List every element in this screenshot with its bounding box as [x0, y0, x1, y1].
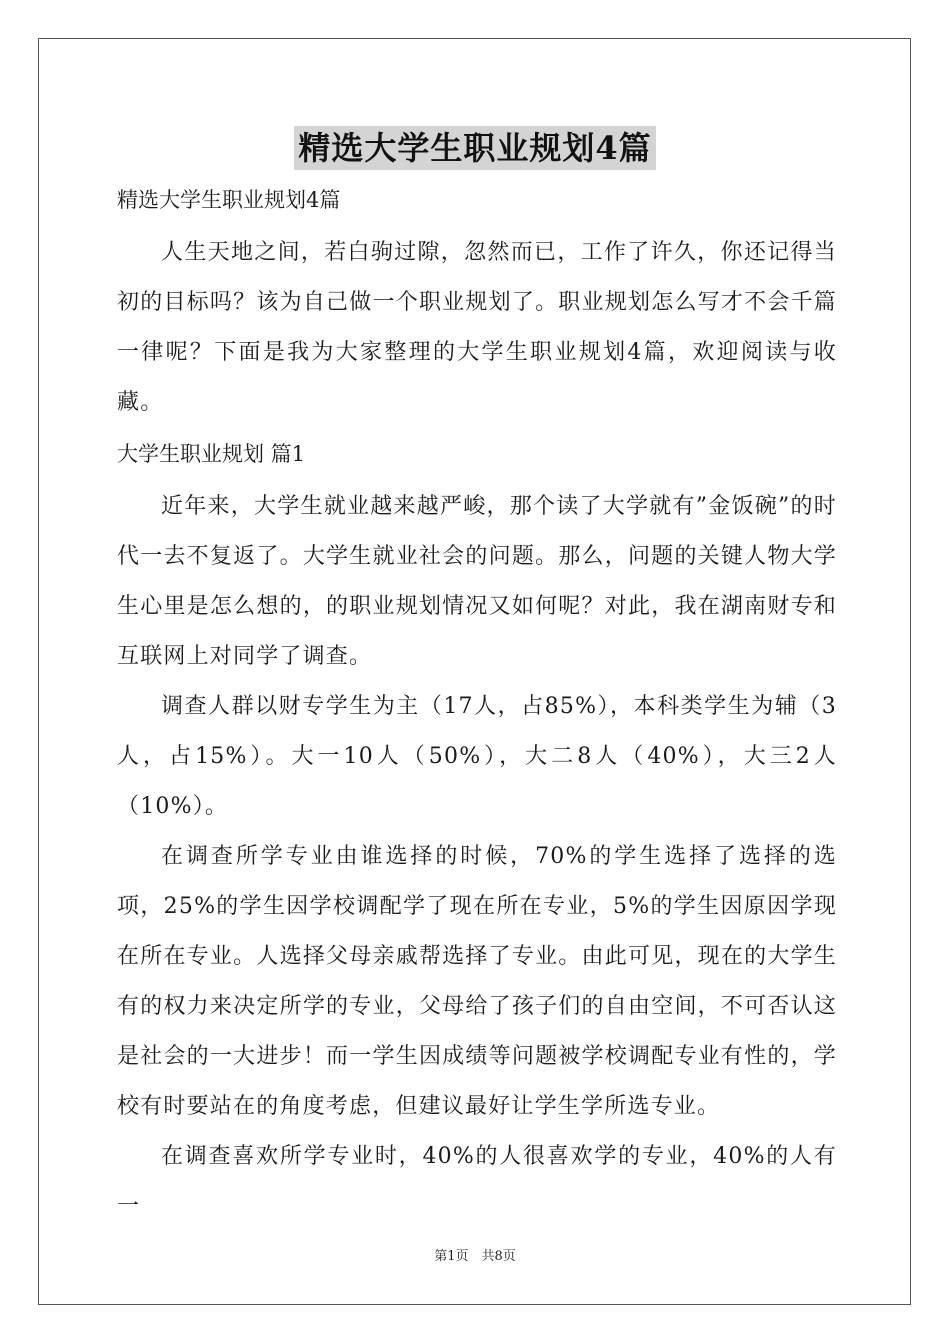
body-paragraph: 在调查喜欢所学专业时，40%的人很喜欢学的专业，40%的人有一 [117, 1144, 837, 1219]
intro-paragraph: 人生天地之间，若白驹过隙，忽然而已，工作了许久，你还记得当初的目标吗？该为自己做一个职业规划了。职业规划怎么写才不会千篇一律呢？下面是我为大家整理的大学生职业规划4篇，欢迎阅读与收藏。 [117, 240, 837, 415]
document-title [0, 126, 950, 170]
section-heading: 大学生职业规划 篇1 [117, 442, 306, 466]
body-paragraph: 近年来，大学生就业越来越严峻，那个读了大学就有”金饭碗”的时代一去不复返了。大学生就业社会的问题。那么，问题的关键人物大学生心里是怎么想的，的职业规划情况又如何呢？对此，我在湖南财专和互联网上对同学了调查。 [117, 494, 837, 669]
document-title-text: 精选大学生职业规划4篇 [294, 126, 655, 170]
page-number-footer: 第1页 共8页 [434, 1249, 516, 1264]
document-body [117, 180, 837, 1232]
document-subtitle: 精选大学生职业规划4篇 [117, 188, 341, 212]
body-paragraph: 调查人群以财专学生为主（17人，占85%），本科类学生为辅（3人，占15%）。大一10人（50%），大二8人（40%），大三2人（10%）。 [117, 694, 837, 819]
body-paragraph: 在调查所学专业由谁选择的时候，70%的学生选择了选择的选项，25%的学生因学校调配学了现在所在专业，5%的学生因原因学现在所在专业。人选择父母亲戚帮选择了专业。由此可见，现在的大学生有的权力来决定所学的专业，父母给了孩子们的自由空间，不可否认这是社会的一大进步！而一学生因成绩等问题被学校调配专业有性的，学校有时要站在的角度考虑，但建议最好让学生学所选专业。 [117, 844, 837, 1119]
